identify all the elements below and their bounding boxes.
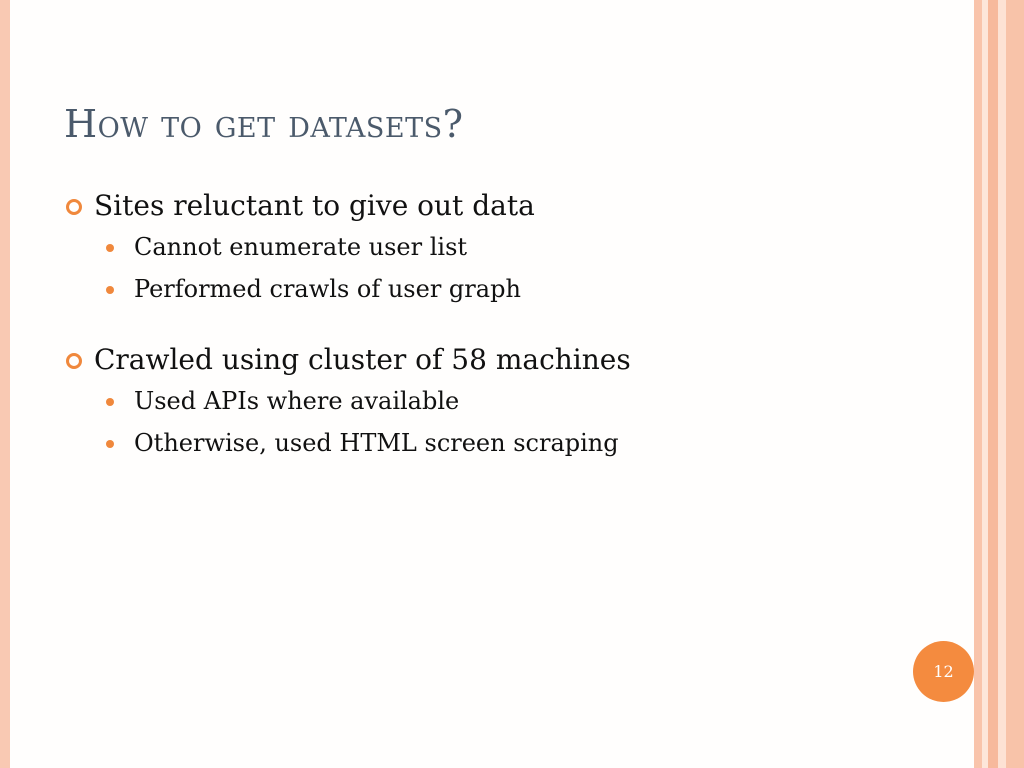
bullet-level2	[64, 422, 944, 464]
page-number-badge: 12	[913, 641, 974, 702]
bullet-text: Used APIs where available	[134, 387, 460, 415]
bullet-level1	[64, 340, 944, 380]
slide-title: How to get datasets?	[64, 102, 464, 146]
ring-bullet-icon	[66, 353, 82, 369]
bullet-level2	[64, 380, 944, 422]
bullet-text: Crawled using cluster of 58 machines	[94, 343, 631, 376]
bullet-level1	[64, 186, 944, 226]
bullet-text: Performed crawls of user graph	[134, 275, 521, 303]
bullet-text: Cannot enumerate user list	[134, 233, 468, 261]
right-border-decoration	[998, 0, 1006, 768]
slide-content	[64, 186, 944, 464]
ring-bullet-icon	[66, 199, 82, 215]
dot-bullet-icon	[106, 440, 114, 448]
right-border-decoration	[1006, 0, 1024, 768]
bullet-level2	[64, 226, 944, 268]
dot-bullet-icon	[106, 286, 114, 294]
bullet-text: Sites reluctant to give out data	[94, 189, 535, 222]
dot-bullet-icon	[106, 244, 114, 252]
bullet-text: Otherwise, used HTML screen scraping	[134, 429, 619, 457]
right-border-decoration	[974, 0, 982, 768]
bullet-level2	[64, 268, 944, 310]
right-border-decoration	[988, 0, 998, 768]
left-border-decoration	[0, 0, 10, 768]
dot-bullet-icon	[106, 398, 114, 406]
